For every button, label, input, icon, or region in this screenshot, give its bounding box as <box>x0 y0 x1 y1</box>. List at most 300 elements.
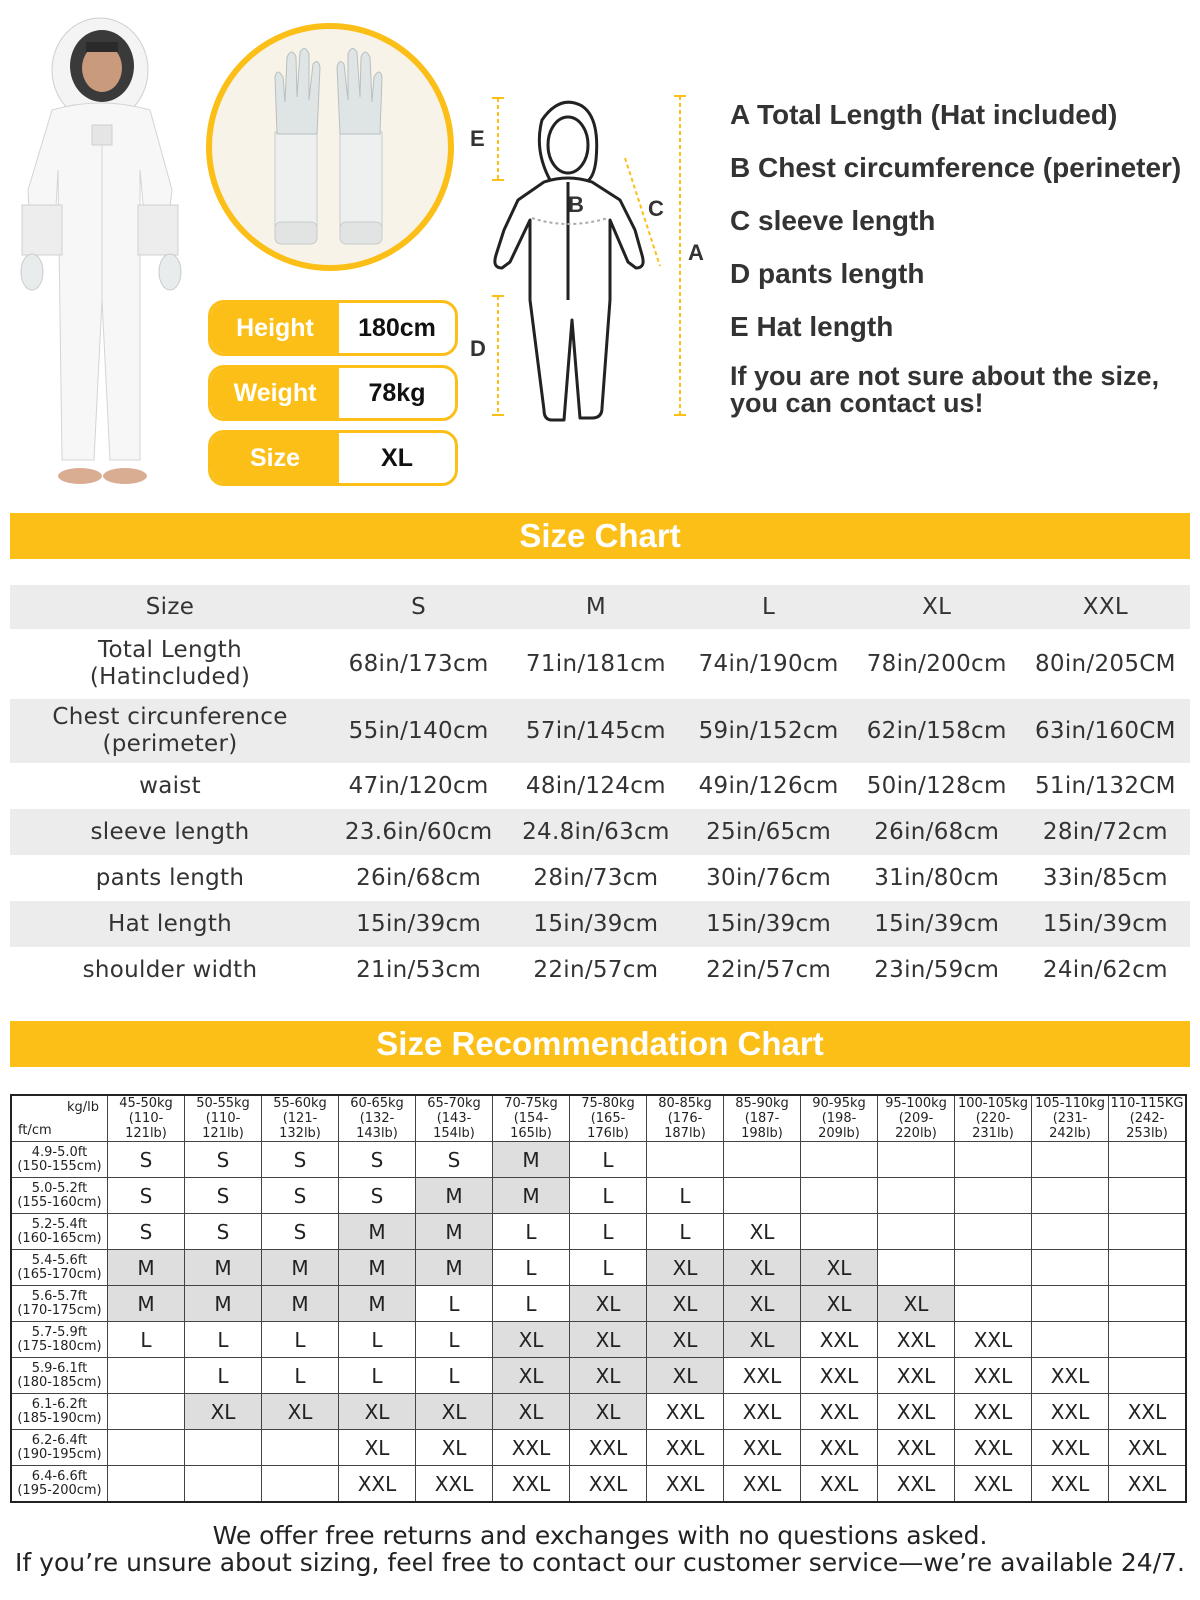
height-row-header <box>11 1250 108 1286</box>
size-chart-row <box>10 809 1190 855</box>
recommended-size-cell <box>878 1250 955 1286</box>
weight-kg: 55-60kg <box>273 1096 327 1111</box>
size-chart-cell: 28in/72cm <box>1021 809 1190 855</box>
recommended-size-cell: L <box>493 1286 570 1322</box>
size-chart-cell: 50in/128cm <box>866 773 1007 799</box>
size-chart-cell: 55in/140cm <box>330 699 507 763</box>
weight-lb: (209-220lb) <box>895 1111 937 1141</box>
recommended-size-cell <box>955 1142 1032 1178</box>
recommended-size-cell: XXL <box>493 1430 570 1466</box>
size-chart-cell: 26in/68cm <box>853 809 1021 855</box>
recommended-size-cell: M <box>262 1286 339 1322</box>
note-line-2: you can contact us! <box>730 388 984 418</box>
height-row-header <box>11 1142 108 1178</box>
recommended-size-cell: L <box>108 1322 185 1358</box>
height-row-header <box>11 1322 108 1358</box>
recommendation-row <box>11 1322 1186 1358</box>
weight-lb: (143-154lb) <box>433 1111 475 1141</box>
recommendation-corner <box>11 1095 108 1142</box>
weight-lb: (176-187lb) <box>664 1111 706 1141</box>
weight-lb: (220-231lb) <box>972 1111 1014 1141</box>
recommendation-row <box>11 1142 1186 1178</box>
weight-kg: 75-80kg <box>581 1096 635 1111</box>
recommended-size-cell: M <box>339 1214 416 1250</box>
recommended-size-cell <box>955 1286 1032 1322</box>
size-chart-cell: 71in/181cm <box>525 651 666 677</box>
recommended-size-cell <box>1109 1178 1187 1214</box>
size-chart-cell: 23.6in/60cm <box>330 809 507 855</box>
recommended-size-cell: XXL <box>801 1394 878 1430</box>
recommended-size-cell: M <box>108 1250 185 1286</box>
weight-label: Weight <box>211 368 339 418</box>
weight-column-header <box>185 1095 262 1142</box>
legend-a: A Total Length (Hat included) <box>730 99 1118 130</box>
recommended-size-cell: XXL <box>801 1322 878 1358</box>
size-chart-row-label <box>10 809 330 855</box>
recommendation-row <box>11 1358 1186 1394</box>
recommended-size-cell: XL <box>185 1394 262 1430</box>
recommended-size-cell: XXL <box>878 1394 955 1430</box>
recommended-size-cell: XXL <box>955 1394 1032 1430</box>
recommended-size-cell: M <box>493 1178 570 1214</box>
recommended-size-cell <box>262 1466 339 1503</box>
recommended-size-cell: M <box>262 1250 339 1286</box>
recommended-size-cell <box>108 1394 185 1430</box>
recommended-size-cell <box>801 1178 878 1214</box>
recommended-size-cell: L <box>262 1358 339 1394</box>
recommended-size-cell: XXL <box>801 1466 878 1503</box>
weight-column-header <box>1109 1095 1187 1142</box>
recommended-size-cell: L <box>262 1322 339 1358</box>
recommended-size-cell <box>647 1142 724 1178</box>
recommended-size-cell: L <box>416 1322 493 1358</box>
recommended-size-cell: XXL <box>1109 1394 1187 1430</box>
recommended-size-cell: XXL <box>955 1430 1032 1466</box>
height-cm: (155-160cm) <box>17 1194 102 1210</box>
weight-lb: (121-132lb) <box>279 1111 321 1141</box>
recommended-size-cell <box>955 1250 1032 1286</box>
mark-c: C <box>648 196 664 221</box>
recommended-size-cell: XXL <box>724 1358 801 1394</box>
recommended-size-cell <box>724 1142 801 1178</box>
recommended-size-cell: XXL <box>801 1358 878 1394</box>
recommended-size-cell: S <box>185 1214 262 1250</box>
recommended-size-cell <box>878 1142 955 1178</box>
size-chart-row <box>10 629 1190 699</box>
row-label-line-1: shoulder width <box>82 956 258 983</box>
recommended-size-cell: L <box>570 1178 647 1214</box>
recommended-size-cell: M <box>339 1250 416 1286</box>
size-chart-row-label <box>10 699 330 763</box>
corner-height-unit: ft/cm <box>18 1123 52 1138</box>
row-label-line-1: Chest circunference <box>52 704 288 730</box>
recommended-size-cell <box>1109 1214 1187 1250</box>
size-pill <box>208 430 458 486</box>
height-cm: (175-180cm) <box>17 1338 102 1354</box>
size-chart-cell: 22in/57cm <box>533 957 659 983</box>
recommended-size-cell: L <box>647 1214 724 1250</box>
weight-lb: (242-253lb) <box>1126 1111 1168 1141</box>
recommendation-row <box>11 1286 1186 1322</box>
size-chart-row-label <box>10 901 330 947</box>
recommended-size-cell <box>108 1430 185 1466</box>
weight-column-header <box>262 1095 339 1142</box>
recommendation-row <box>11 1394 1186 1430</box>
weight-kg: 85-90kg <box>735 1096 789 1111</box>
weight-lb: (110-121lb) <box>202 1111 244 1141</box>
recommendation-header-row <box>11 1095 1186 1142</box>
size-chart-cell: 48in/124cm <box>525 773 666 799</box>
recommended-size-cell: XL <box>724 1250 801 1286</box>
recommended-size-cell: S <box>108 1214 185 1250</box>
size-chart-cell: 63in/160CM <box>1021 699 1190 763</box>
footer-line-2: If you’re unsure about sizing, feel free to contact our customer service—we’re available 24/7. <box>15 1548 1185 1577</box>
recommended-size-cell: S <box>108 1178 185 1214</box>
recommended-size-cell: XL <box>493 1358 570 1394</box>
recommended-size-cell: M <box>185 1250 262 1286</box>
recommended-size-cell: XXL <box>1032 1394 1109 1430</box>
weight-lb: (154-165lb) <box>510 1111 552 1141</box>
mark-d: D <box>470 336 486 361</box>
mark-a: A <box>688 240 704 265</box>
row-label-line-1: waist <box>139 772 201 799</box>
recommended-size-cell: XXL <box>570 1466 647 1503</box>
weight-value: 78kg <box>368 378 426 407</box>
weight-column-header <box>339 1095 416 1142</box>
recommended-size-cell: S <box>262 1178 339 1214</box>
weight-column-header <box>801 1095 878 1142</box>
recommendation-row <box>11 1430 1186 1466</box>
weight-lb: (187-198lb) <box>741 1111 783 1141</box>
recommended-size-cell: XL <box>570 1322 647 1358</box>
recommended-size-cell <box>1109 1286 1187 1322</box>
size-chart-banner: Size Chart <box>10 513 1190 559</box>
weight-column-header <box>724 1095 801 1142</box>
row-label-line-2: (perimeter) <box>102 731 238 757</box>
recommended-size-cell: XL <box>570 1358 647 1394</box>
recommended-size-cell: M <box>416 1214 493 1250</box>
size-chart-cell: 15in/39cm <box>330 901 507 947</box>
recommended-size-cell: XXL <box>1032 1430 1109 1466</box>
height-ft: 5.2-5.4ft <box>31 1216 88 1232</box>
recommended-size-cell: L <box>185 1322 262 1358</box>
height-row-header <box>11 1466 108 1503</box>
corner-weight-unit: kg/lb <box>66 1100 99 1115</box>
size-chart-cell: 26in/68cm <box>356 865 482 891</box>
height-pill <box>208 300 458 356</box>
weight-kg: 80-85kg <box>658 1096 712 1111</box>
recommended-size-cell: XL <box>262 1394 339 1430</box>
height-value: 180cm <box>358 313 436 342</box>
recommended-size-cell: XXL <box>493 1466 570 1503</box>
weight-lb: (110-121lb) <box>125 1111 167 1141</box>
weight-pill <box>208 365 458 421</box>
recommended-size-cell <box>1032 1178 1109 1214</box>
recommended-size-cell: S <box>262 1142 339 1178</box>
height-ft: 6.4-6.6ft <box>31 1468 88 1484</box>
recommended-size-cell: XL <box>647 1250 724 1286</box>
recommended-size-cell <box>1032 1286 1109 1322</box>
recommended-size-cell: XL <box>339 1394 416 1430</box>
size-chart-cell: 15in/39cm <box>853 901 1021 947</box>
size-chart-row <box>10 901 1190 947</box>
recommended-size-cell: XL <box>493 1394 570 1430</box>
recommended-size-cell: M <box>416 1250 493 1286</box>
recommended-size-cell: XXL <box>955 1322 1032 1358</box>
size-chart-cell: 21in/53cm <box>356 957 482 983</box>
recommended-size-cell: XL <box>416 1430 493 1466</box>
size-chart-cell: 80in/205CM <box>1034 651 1176 677</box>
size-label: Size <box>211 433 339 483</box>
height-ft: 5.0-5.2ft <box>31 1180 88 1196</box>
weight-column-header <box>878 1095 955 1142</box>
weight-lb: (165-176lb) <box>587 1111 629 1141</box>
weight-kg: 60-65kg <box>350 1096 404 1111</box>
legend-b: B Chest circumference (perineter) <box>730 152 1182 183</box>
size-chart-row-label <box>10 763 330 809</box>
recommended-size-cell: XXL <box>339 1466 416 1503</box>
recommended-size-cell: XXL <box>724 1430 801 1466</box>
recommended-size-cell: XL <box>570 1286 647 1322</box>
height-cm: (150-155cm) <box>17 1158 102 1174</box>
recommendation-row <box>11 1466 1186 1503</box>
size-chart-row-label <box>10 855 330 901</box>
recommended-size-cell: M <box>339 1286 416 1322</box>
recommended-size-cell: XL <box>647 1286 724 1322</box>
height-cm: (195-200cm) <box>17 1482 102 1498</box>
recommended-size-cell <box>955 1178 1032 1214</box>
recommended-size-cell: S <box>185 1142 262 1178</box>
height-ft: 4.9-5.0ft <box>31 1144 88 1160</box>
size-chart-cell: 30in/76cm <box>706 865 832 891</box>
recommended-size-cell: XXL <box>1109 1466 1187 1503</box>
legend-d: D pants length <box>730 258 925 289</box>
recommended-size-cell: XXL <box>416 1466 493 1503</box>
size-chart-row <box>10 699 1190 763</box>
recommended-size-cell: XXL <box>647 1466 724 1503</box>
size-chart-cell: 49in/126cm <box>698 773 839 799</box>
height-ft: 5.7-5.9ft <box>31 1324 88 1340</box>
height-ft: 5.6-5.7ft <box>31 1288 88 1304</box>
recommended-size-cell: S <box>262 1214 339 1250</box>
recommended-size-cell <box>1109 1322 1187 1358</box>
recommendation-row <box>11 1250 1186 1286</box>
recommended-size-cell <box>1032 1322 1109 1358</box>
footer-note <box>0 1522 1200 1576</box>
size-chart-cell: 68in/173cm <box>348 651 489 677</box>
recommended-size-cell: XXL <box>801 1430 878 1466</box>
recommended-size-cell: M <box>108 1286 185 1322</box>
size-chart-table <box>10 585 1190 993</box>
size-chart-cell: 15in/39cm <box>507 901 684 947</box>
recommended-size-cell <box>1109 1250 1187 1286</box>
recommended-size-cell: XXL <box>878 1358 955 1394</box>
height-row-header <box>11 1214 108 1250</box>
recommended-size-cell: M <box>185 1286 262 1322</box>
recommended-size-cell: XL <box>724 1322 801 1358</box>
measurement-diagram <box>470 90 730 435</box>
height-row-header <box>11 1358 108 1394</box>
recommended-size-cell: L <box>570 1214 647 1250</box>
size-chart-cell: 57in/145cm <box>507 699 684 763</box>
recommended-size-cell <box>185 1430 262 1466</box>
recommended-size-cell: L <box>493 1250 570 1286</box>
recommended-size-cell: S <box>185 1178 262 1214</box>
recommended-size-cell <box>801 1214 878 1250</box>
recommended-size-cell: XXL <box>955 1358 1032 1394</box>
weight-lb: (231-242lb) <box>1049 1111 1091 1141</box>
recommended-size-cell: XL <box>493 1322 570 1358</box>
weight-kg: 70-75kg <box>504 1096 558 1111</box>
legend-note <box>730 363 1195 417</box>
recommended-size-cell: XL <box>647 1322 724 1358</box>
recommended-size-cell: L <box>416 1358 493 1394</box>
size-chart-header-cell: S <box>330 585 507 629</box>
beekeeping-suit-photo <box>0 0 200 500</box>
size-chart-cell: 24in/62cm <box>1042 957 1168 983</box>
recommended-size-cell: S <box>339 1142 416 1178</box>
size-value: XL <box>381 443 413 472</box>
size-chart-cell: 23in/59cm <box>874 957 1000 983</box>
size-chart-header-row <box>10 585 1190 629</box>
height-cm: (180-185cm) <box>17 1374 102 1390</box>
height-label: Height <box>211 303 339 353</box>
recommended-size-cell <box>724 1178 801 1214</box>
recommended-size-cell: M <box>416 1178 493 1214</box>
size-chart-cell: 59in/152cm <box>685 699 853 763</box>
weight-kg: 65-70kg <box>427 1096 481 1111</box>
recommended-size-cell: L <box>339 1322 416 1358</box>
legend-c: C sleeve length <box>730 205 936 236</box>
size-chart-header-cell: L <box>685 585 853 629</box>
row-label-line-1: Hat length <box>107 910 233 937</box>
mark-b: B <box>568 192 584 217</box>
height-ft: 5.4-5.6ft <box>31 1252 88 1268</box>
recommendation-row <box>11 1214 1186 1250</box>
recommended-size-cell: XL <box>878 1286 955 1322</box>
height-ft: 5.9-6.1ft <box>31 1360 88 1376</box>
recommended-size-cell <box>1032 1250 1109 1286</box>
recommended-size-cell <box>108 1358 185 1394</box>
size-chart-cell: 15in/39cm <box>1021 901 1190 947</box>
height-row-header <box>11 1178 108 1214</box>
recommended-size-cell: XXL <box>724 1394 801 1430</box>
weight-lb: (132-143lb) <box>356 1111 398 1141</box>
weight-column-header <box>647 1095 724 1142</box>
recommended-size-cell: XXL <box>955 1466 1032 1503</box>
legend-e: E Hat length <box>730 311 894 342</box>
height-row-header <box>11 1394 108 1430</box>
weight-column-header <box>955 1095 1032 1142</box>
height-cm: (165-170cm) <box>17 1266 102 1282</box>
recommended-size-cell <box>108 1466 185 1503</box>
recommended-size-cell: XL <box>647 1358 724 1394</box>
size-chart-cell: 15in/39cm <box>685 901 853 947</box>
recommendation-chart-table <box>10 1094 1187 1503</box>
weight-column-header <box>416 1095 493 1142</box>
recommended-size-cell: L <box>570 1142 647 1178</box>
size-chart-row <box>10 947 1190 993</box>
recommended-size-cell: XL <box>416 1394 493 1430</box>
recommended-size-cell: L <box>185 1358 262 1394</box>
recommended-size-cell: L <box>339 1358 416 1394</box>
height-row-header <box>11 1430 108 1466</box>
weight-kg: 45-50kg <box>119 1096 173 1111</box>
size-chart-cell: 28in/73cm <box>533 865 659 891</box>
recommended-size-cell: L <box>493 1214 570 1250</box>
weight-column-header <box>1032 1095 1109 1142</box>
recommended-size-cell <box>1032 1214 1109 1250</box>
recommended-size-cell <box>185 1466 262 1503</box>
recommended-size-cell: XL <box>724 1214 801 1250</box>
size-chart-cell: 24.8in/63cm <box>507 809 684 855</box>
recommended-size-cell: XXL <box>878 1466 955 1503</box>
recommended-size-cell: XL <box>339 1430 416 1466</box>
recommended-size-cell <box>262 1430 339 1466</box>
recommendation-row <box>11 1178 1186 1214</box>
weight-kg: 110-115KG <box>1110 1096 1184 1111</box>
recommended-size-cell: XXL <box>1109 1430 1187 1466</box>
recommended-size-cell: L <box>570 1250 647 1286</box>
recommended-size-cell: XXL <box>570 1430 647 1466</box>
row-label-line-1: Total Length <box>98 637 242 663</box>
recommended-size-cell: L <box>416 1286 493 1322</box>
height-ft: 6.2-6.4ft <box>31 1432 88 1448</box>
size-chart-header-cell: XXL <box>1021 585 1190 629</box>
weight-kg: 95-100kg <box>885 1096 947 1111</box>
footer-line-1: We offer free returns and exchanges with no questions asked. <box>212 1521 988 1550</box>
height-cm: (185-190cm) <box>17 1410 102 1426</box>
recommended-size-cell: XL <box>801 1286 878 1322</box>
measurement-legend <box>730 88 1195 417</box>
row-label-line-1: sleeve length <box>90 818 250 845</box>
row-label-line-2: (Hatincluded) <box>89 664 251 690</box>
recommended-size-cell: S <box>339 1178 416 1214</box>
size-chart-header-size: Size <box>10 585 330 629</box>
weight-column-header <box>570 1095 647 1142</box>
weight-column-header <box>108 1095 185 1142</box>
weight-column-header <box>493 1095 570 1142</box>
gloves-photo <box>205 22 455 272</box>
size-chart-cell: 78in/200cm <box>866 651 1007 677</box>
size-chart-header-cell: XL <box>853 585 1021 629</box>
recommended-size-cell <box>1032 1142 1109 1178</box>
weight-kg: 100-105kg <box>957 1096 1029 1111</box>
mark-e: E <box>470 126 485 151</box>
height-cm: (190-195cm) <box>17 1446 102 1462</box>
recommended-size-cell: XXL <box>878 1322 955 1358</box>
height-ft: 6.1-6.2ft <box>31 1396 88 1412</box>
recommended-size-cell: XL <box>801 1250 878 1286</box>
recommended-size-cell: XL <box>724 1286 801 1322</box>
size-chart-cell: 74in/190cm <box>698 651 839 677</box>
recommended-size-cell: XXL <box>878 1430 955 1466</box>
size-chart-cell: 62in/158cm <box>853 699 1021 763</box>
size-chart-cell: 22in/57cm <box>706 957 832 983</box>
recommended-size-cell <box>1109 1142 1187 1178</box>
size-chart-header-cell: M <box>507 585 684 629</box>
size-chart-row-label <box>10 629 330 699</box>
size-chart-row <box>10 855 1190 901</box>
recommended-size-cell: XXL <box>1032 1466 1109 1503</box>
recommended-size-cell: XXL <box>647 1394 724 1430</box>
weight-kg: 105-110kg <box>1034 1096 1106 1111</box>
size-chart-cell: 25in/65cm <box>685 809 853 855</box>
weight-kg: 50-55kg <box>196 1096 250 1111</box>
recommended-size-cell: S <box>108 1142 185 1178</box>
recommended-size-cell: S <box>416 1142 493 1178</box>
recommended-size-cell <box>801 1142 878 1178</box>
